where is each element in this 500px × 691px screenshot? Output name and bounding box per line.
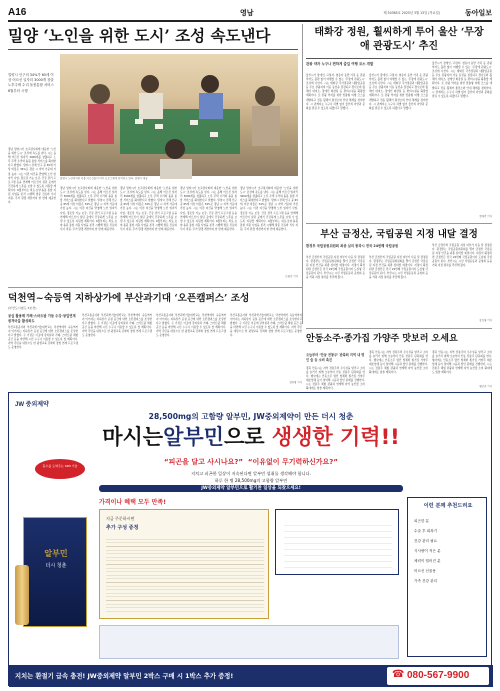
ad-price-panel	[99, 497, 399, 663]
ad-desc-2: 하루 한 병 28,500mg의 고함량 알부민	[214, 478, 288, 483]
ad-right-item-3: 건강 관리 필요	[414, 539, 438, 543]
tagline: (부산도시철도 3호선)	[8, 306, 37, 310]
headline-rule	[306, 58, 492, 59]
photo-illustration	[60, 54, 298, 176]
ad-product-name2: 더시 청춘	[45, 563, 67, 569]
body-col-2: 경북 안동시는 지역 전통주의 우수성을 알리고 소비를 늘리기 위해 오늘부터 안동 전통주 판촉회를 연다. 행사에는 안동소주 명인 업체와 종가집 가양주 제조업체 등이 참여해 시음과 할인 판매를 진행한다. 시는 전통주 체험 관광과 연계해 지역 농산물 소비 확대에도 힘쓸 계획이다.	[369, 351, 428, 375]
ad-price-gift: 추가 구성 증정	[106, 525, 139, 531]
ad-info-strip	[99, 625, 399, 659]
masthead-rule	[8, 20, 492, 22]
ad-right-item-4: 식사량이 적은 분	[414, 549, 441, 553]
page-number: A16	[8, 7, 27, 18]
byline: 정재락 기자	[479, 215, 492, 218]
ad-right-box-title: 이런 분께 추천드려요	[423, 503, 473, 509]
headline-rule	[8, 49, 298, 50]
body-col-2: 경남 밀양시가 초고령사회에 대응한 ‘노인을 위한 도시’ 조성에 속도를 낸다. 시는 올해 어르신 일자리 3000개를 창출하고 노후 주택 수리와 돌봄 통합 서비스를 확대한다고 밝혔다. 밀양시 전체 인구 중 65세 이상 비율은 34%로 경남 시 지역 가운데 가장 높다. 시는 이런 여건을 반영해 노인 일자리 사업, 경로당 기능 보강, 건강 관리 프로그램 등을 연계해 어르신이 살던 곳에서 건강하게 노후를 보낼 수 있도록 지원할 계획이다. 6월부터는 의료·요양·돌봄 통합 지원 사업을 본격 시행해 방문 진료와 식사 지원, 주거 환경 개선까지 한 번에 제공한다.	[60, 187, 117, 231]
section-rule	[306, 223, 492, 224]
ad-right-item-6: 어르신 선물용	[414, 569, 436, 573]
paper-name: 동아일보	[464, 8, 492, 17]
ad-price-box	[99, 509, 269, 619]
ad-chart-bars	[284, 520, 392, 568]
photo	[60, 54, 298, 176]
phone-icon: ☎	[392, 669, 405, 680]
ad-right-item-7: 가족 건강 관리	[414, 579, 438, 583]
column-divider	[302, 24, 303, 324]
byline: 김화영 기자	[289, 381, 302, 384]
subtitle: 관광 약자 누구나 편하게 즐길 여행 코스 개발	[306, 62, 374, 66]
ad-product-image	[15, 457, 93, 662]
ad-footer-text: 지치는 환절기 급속 충전! JW중외제약 알부민 2박스 구매 시 1박스 추가 증정!	[15, 673, 234, 680]
article-andong	[306, 331, 492, 389]
ad-product-name: 알부민	[44, 549, 68, 558]
body-col-5: 경남 밀양시가 초고령사회에 대응한 ‘노인을 위한 도시’ 조성에 속도를 낸다. 시는 올해 어르신 일자리 3000개를 창출하고 노후 주택 수리와 돌봄 통합 서비스를 확대한다고 밝혔다. 밀양시 전체 인구 중 65세 이상 비율은 34%로 경남 시 지역 가운데 가장 높다. 시는 이런 여건을 반영해 노인 일자리 사업, 경로당 기능 보강, 건강 관리 프로그램 등을 연계해 어르신이 살던 곳에서 건강하게 노후를 보낼 수 있도록 지원할 계획이다. 6월부터는 의료·요양·돌봄 통합 지원 사업을 본격 시행해 방문 진료와 식사 지원, 주거 환경 개선까지 한 번에 제공한다.	[240, 187, 298, 231]
body-col-1: 부산교통공사와 부산과학기술대학교는 덕천역에서 숙등역까지 이어지는 지하상가 공실 공간에 대학 오픈캠퍼스를 조성한다고 밝혔다. 두 기관은 이곳에 강의실과 카페, 스마트팜 체험 공간 등을 마련해 시민 누구나 이용할 수 있도록 할 계획이다. 지역 주민을 대상으로 한 평생교육 강좌와 창업 연계 프로그램도 운영한다.	[8, 326, 78, 350]
ad-headline-part3: 생생한 기력!!	[271, 425, 400, 449]
ad-brand: JW 중외제약	[15, 402, 49, 408]
ad-price-sub: 지금 주문하시면	[106, 516, 135, 521]
subtitle: 공실 활용해 카페·스마트팜 가동 수강·창업연계 원격마을 활성화도	[8, 314, 76, 323]
ad-right-box	[407, 497, 487, 657]
ad-phone: 080-567-9900	[407, 670, 470, 681]
ad-top-line: 28,500mg의 고함량 알부민, JW중외제약이 만든 더시 청춘	[148, 412, 354, 421]
ad-price-title: 가격이나 혜택 모두 만족!	[99, 499, 166, 506]
headline: 태화강 정원, 훨씨하게 투어 울산 ‘무장애 관광도시’ 추진	[314, 27, 484, 52]
section-name: 영남	[240, 8, 254, 17]
body-col-1: 울산시가 장애인, 고령자, 영유아 동반 가족 등 관광 약자도 불편 없이 여행할 수 있는 ‘무장애 관광도시’ 조성에 나선다. 시는 태화강 국가정원과 대왕암공원 등 주요 관광지의 이동 동선을 점검하고 경사로와 휠체어 대여소, 장애인 화장실 등 편의시설을 확충할 계획이다. 또 관광 약자를 위한 맞춤형 여행 코스를 개발하고 전동 휠체어 충전소와 안내 체계를 정비한다. 시 관계자는 누구나 차별 없이 울산의 자연과 문화를 즐길 수 있도록 하겠다고 말했다.	[306, 74, 365, 110]
body-col-2: 울산시가 장애인, 고령자, 영유아 동반 가족 등 관광 약자도 불편 없이 여행할 수 있는 ‘무장애 관광도시’ 조성에 나선다. 시는 태화강 국가정원과 대왕암공원 등 주요 관광지의 이동 동선을 점검하고 경사로와 휠체어 대여소, 장애인 화장실 등 편의시설을 확충할 계획이다. 또 관광 약자를 위한 맞춤형 여행 코스를 개발하고 전동 휠체어 충전소와 안내 체계를 정비한다. 시 관계자는 누구나 차별 없이 울산의 자연과 문화를 즐길 수 있도록 하겠다고 말했다.	[369, 74, 428, 110]
ad-headline-part2: 으로	[223, 425, 265, 449]
body-col-3: 울산시가 장애인, 고령자, 영유아 동반 가족 등 관광 약자도 불편 없이 여행할 수 있는 ‘무장애 관광도시’ 조성에 나선다. 시는 태화강 국가정원과 대왕암공원 등 주요 관광지의 이동 동선을 점검하고 경사로와 휠체어 대여소, 장애인 화장실 등 편의시설을 확충할 계획이다. 또 관광 약자를 위한 맞춤형 여행 코스를 개발하고 전동 휠체어 충전소와 안내 체계를 정비한다. 시 관계자는 누구나 차별 없이 울산의 자연과 문화를 즐길 수 있도록 하겠다고 말했다.	[432, 62, 492, 98]
subtitle: 환경부 국립공원위원회 최종 심의 통과시 전국 24번째 국립공원	[306, 244, 399, 248]
ad-quotes	[99, 457, 403, 467]
body-col-3: 부산 금정산의 국립공원 지정 여부가 다음 달 결정된다. 환경부는 국립공원위원회를 열어 금정산 국립공원 지정 안건을 최종 심의할 예정이다. 지정이 확정되면 금정산은 전국 24번째 국립공원이자 도심형 국립공원이 된다. 부산시는 시민 서명운동과 공청회 등을 거쳐 지정 절차를 추진해 왔다.	[432, 244, 492, 268]
masthead	[8, 6, 492, 20]
body-col-2: 부산교통공사와 부산과학기술대학교는 덕천역에서 숙등역까지 이어지는 지하상가 공실 공간에 대학 오픈캠퍼스를 조성한다고 밝혔다. 두 기관은 이곳에 강의실과 카페, 스마트팜 체험 공간 등을 마련해 시민 누구나 이용할 수 있도록 할 계획이다. 지역 주민을 대상으로 한 평생교육 강좌와 창업 연계 프로그램도 운영한다.	[82, 314, 152, 338]
ad-desc-3: JW중외제약 알부민으로 활기찬 일상을 되찾으세요!	[99, 485, 403, 492]
ad-desc-1: 지치고 피곤한 일상이 지속된다면 알부민 섭취를 생각해야 합니다.	[191, 471, 311, 476]
ad-headline	[9, 423, 493, 451]
ad-product-box	[23, 517, 87, 627]
mid-rule-right	[306, 328, 492, 329]
subtitle: 밀양시 인구의 34%가 65세 이상 어르신 일자리 3000개 창출 노후주택 수리 돌봄통합 서비스 6월부터 시행	[8, 73, 54, 93]
body-col-4: 부산교통공사와 부산과학기술대학교는 덕천역에서 숙등역까지 이어지는 지하상가 공실 공간에 대학 오픈캠퍼스를 조성한다고 밝혔다. 두 기관은 이곳에 강의실과 카페, 스마트팜 체험 공간 등을 마련해 시민 누구나 이용할 수 있도록 할 계획이다. 지역 주민을 대상으로 한 평생교육 강좌와 창업 연계 프로그램도 운영한다.	[230, 314, 302, 338]
article-geumjeong	[306, 226, 492, 326]
photo-caption: 밀양시 노인복지관 이용 어르신들이 여가 프로그램에 참여하고 있다. 밀양시 제공	[60, 177, 148, 180]
article-deokcheon	[8, 290, 302, 388]
headline: 부산 금정산, 국립공원 지정 내달 결정	[320, 229, 478, 240]
body-col-1: 경남 밀양시가 초고령사회에 대응한 ‘노인을 위한 도시’ 조성에 속도를 낸다. 시는 올해 어르신 일자리 3000개를 창출하고 노후 주택 수리와 돌봄 통합 서비스를 확대한다고 밝혔다. 밀양시 전체 인구 중 65세 이상 비율은 34%로 경남 시 지역 가운데 가장 높다. 시는 이런 여건을 반영해 노인 일자리 사업, 경로당 기능 보강, 건강 관리 프로그램 등을 연계해 어르신이 살던 곳에서 건강하게 노후를 보낼 수 있도록 지원할 계획이다. 6월부터는 의료·요양·돌봄 통합 지원 사업을 본격 시행해 방문 진료와 식사 지원, 주거 환경 개선까지 한 번에 제공한다.	[8, 148, 56, 205]
body-col-1: 경북 안동시는 지역 전통주의 우수성을 알리고 소비를 늘리기 위해 오늘부터 안동 전통주 판촉회를 연다. 행사에는 안동소주 명인 업체와 종가집 가양주 제조업체 등이 참여해 시음과 할인 판매를 진행한다. 시는 전통주 체험 관광과 연계해 지역 농산물 소비 확대에도 힘쓸 계획이다.	[306, 367, 365, 391]
ad-chart-box	[275, 509, 399, 575]
ad-headline-highlight: 알부민	[163, 425, 224, 449]
headline: 덕천역~숙등역 지하상가에 부산과기대 ‘오픈캠퍼스’ 조성	[8, 293, 250, 304]
ad-badge: 흡수를 도와주는 SPN 기술	[35, 459, 85, 479]
ad-right-item	[414, 516, 484, 586]
ad-vial	[15, 565, 29, 625]
body-col-3: 부산교통공사와 부산과학기술대학교는 덕천역에서 숙등역까지 이어지는 지하상가 공실 공간에 대학 오픈캠퍼스를 조성한다고 밝혔다. 두 기관은 이곳에 강의실과 카페, 스마트팜 체험 공간 등을 마련해 시민 누구나 이용할 수 있도록 할 계획이다. 지역 주민을 대상으로 한 평생교육 강좌와 창업 연계 프로그램도 운영한다.	[156, 314, 226, 338]
byline: 도영진 기자	[285, 275, 298, 278]
mid-rule	[8, 287, 302, 288]
byline: 명민준 기자	[479, 385, 492, 388]
byline: 강성명 기자	[479, 319, 492, 322]
ad-quote-2: “이유없이 무기력하신가요?”	[247, 458, 338, 466]
issue-info: 제 30365호 2025년 3월 13일 (목요일)	[383, 11, 440, 15]
ad-fine-print	[106, 536, 264, 614]
ad-phone-box[interactable]	[387, 667, 489, 685]
article-miryang	[8, 24, 298, 284]
headline: 밀양 ‘노인을 위한 도시’ 조성 속도낸다	[8, 26, 271, 45]
body-col-4: 경남 밀양시가 초고령사회에 대응한 ‘노인을 위한 도시’ 조성에 속도를 낸다. 시는 올해 어르신 일자리 3000개를 창출하고 노후 주택 수리와 돌봄 통합 서비스를 확대한다고 밝혔다. 밀양시 전체 인구 중 65세 이상 비율은 34%로 경남 시 지역 가운데 가장 높다. 시는 이런 여건을 반영해 노인 일자리 사업, 경로당 기능 보강, 건강 관리 프로그램 등을 연계해 어르신이 살던 곳에서 건강하게 노후를 보낼 수 있도록 지원할 계획이다. 6월부터는 의료·요양·돌봄 통합 지원 사업을 본격 시행해 방문 진료와 식사 지원, 주거 환경 개선까지 한 번에 제공한다.	[180, 187, 237, 231]
ad-right-item-1: 피곤한 분	[414, 519, 430, 523]
body-col-1: 부산 금정산의 국립공원 지정 여부가 다음 달 결정된다. 환경부는 국립공원위원회를 열어 금정산 국립공원 지정 안건을 최종 심의할 예정이다. 지정이 확정되면 금정산은 전국 24번째 국립공원이자 도심형 국립공원이 된다. 부산시는 시민 서명운동과 공청회 등을 거쳐 지정 절차를 추진해 왔다.	[306, 256, 365, 280]
article-ulsan	[306, 24, 492, 220]
ad-right-item-5: 체력이 떨어진 분	[414, 559, 441, 563]
ad-quote-1: “피곤을 달고 사시나요?”	[164, 458, 244, 466]
body-col-3: 경남 밀양시가 초고령사회에 대응한 ‘노인을 위한 도시’ 조성에 속도를 낸다. 시는 올해 어르신 일자리 3000개를 창출하고 노후 주택 수리와 돌봄 통합 서비스를 확대한다고 밝혔다. 밀양시 전체 인구 중 65세 이상 비율은 34%로 경남 시 지역 가운데 가장 높다. 시는 이런 여건을 반영해 노인 일자리 사업, 경로당 기능 보강, 건강 관리 프로그램 등을 연계해 어르신이 살던 곳에서 건강하게 노후를 보낼 수 있도록 지원할 계획이다. 6월부터는 의료·요양·돌봄 통합 지원 사업을 본격 시행해 방문 진료와 식사 지원, 주거 환경 개선까지 한 번에 제공한다.	[120, 187, 177, 231]
body-col-3: 경북 안동시는 지역 전통주의 우수성을 알리고 소비를 늘리기 위해 오늘부터 안동 전통주 판촉회를 연다. 행사에는 안동소주 명인 업체와 종가집 가양주 제조업체 등이 참여해 시음과 할인 판매를 진행한다. 시는 전통주 체험 관광과 연계해 지역 농산물 소비 확대에도 힘쓸 계획이다.	[432, 351, 492, 375]
advertisement	[8, 392, 492, 686]
ad-headline-part1: 마시는	[102, 425, 164, 449]
body-col-2: 부산 금정산의 국립공원 지정 여부가 다음 달 결정된다. 환경부는 국립공원위원회를 열어 금정산 국립공원 지정 안건을 최종 심의할 예정이다. 지정이 확정되면 금정산은 전국 24번째 국립공원이자 도심형 국립공원이 된다. 부산시는 시민 서명운동과 공청회 등을 거쳐 지정 절차를 추진해 왔다.	[369, 256, 428, 280]
ad-right-item-2: 수술 후 회복기	[414, 529, 438, 533]
headline: 안동소주·종가집 가양주 맛보러 오세요	[306, 334, 458, 344]
ad-footer	[9, 665, 493, 687]
subtitle: 오늘부터 ‘안동 전통주’ 판촉회 지역 내 명인 술 등 소비 촉진	[306, 353, 365, 362]
